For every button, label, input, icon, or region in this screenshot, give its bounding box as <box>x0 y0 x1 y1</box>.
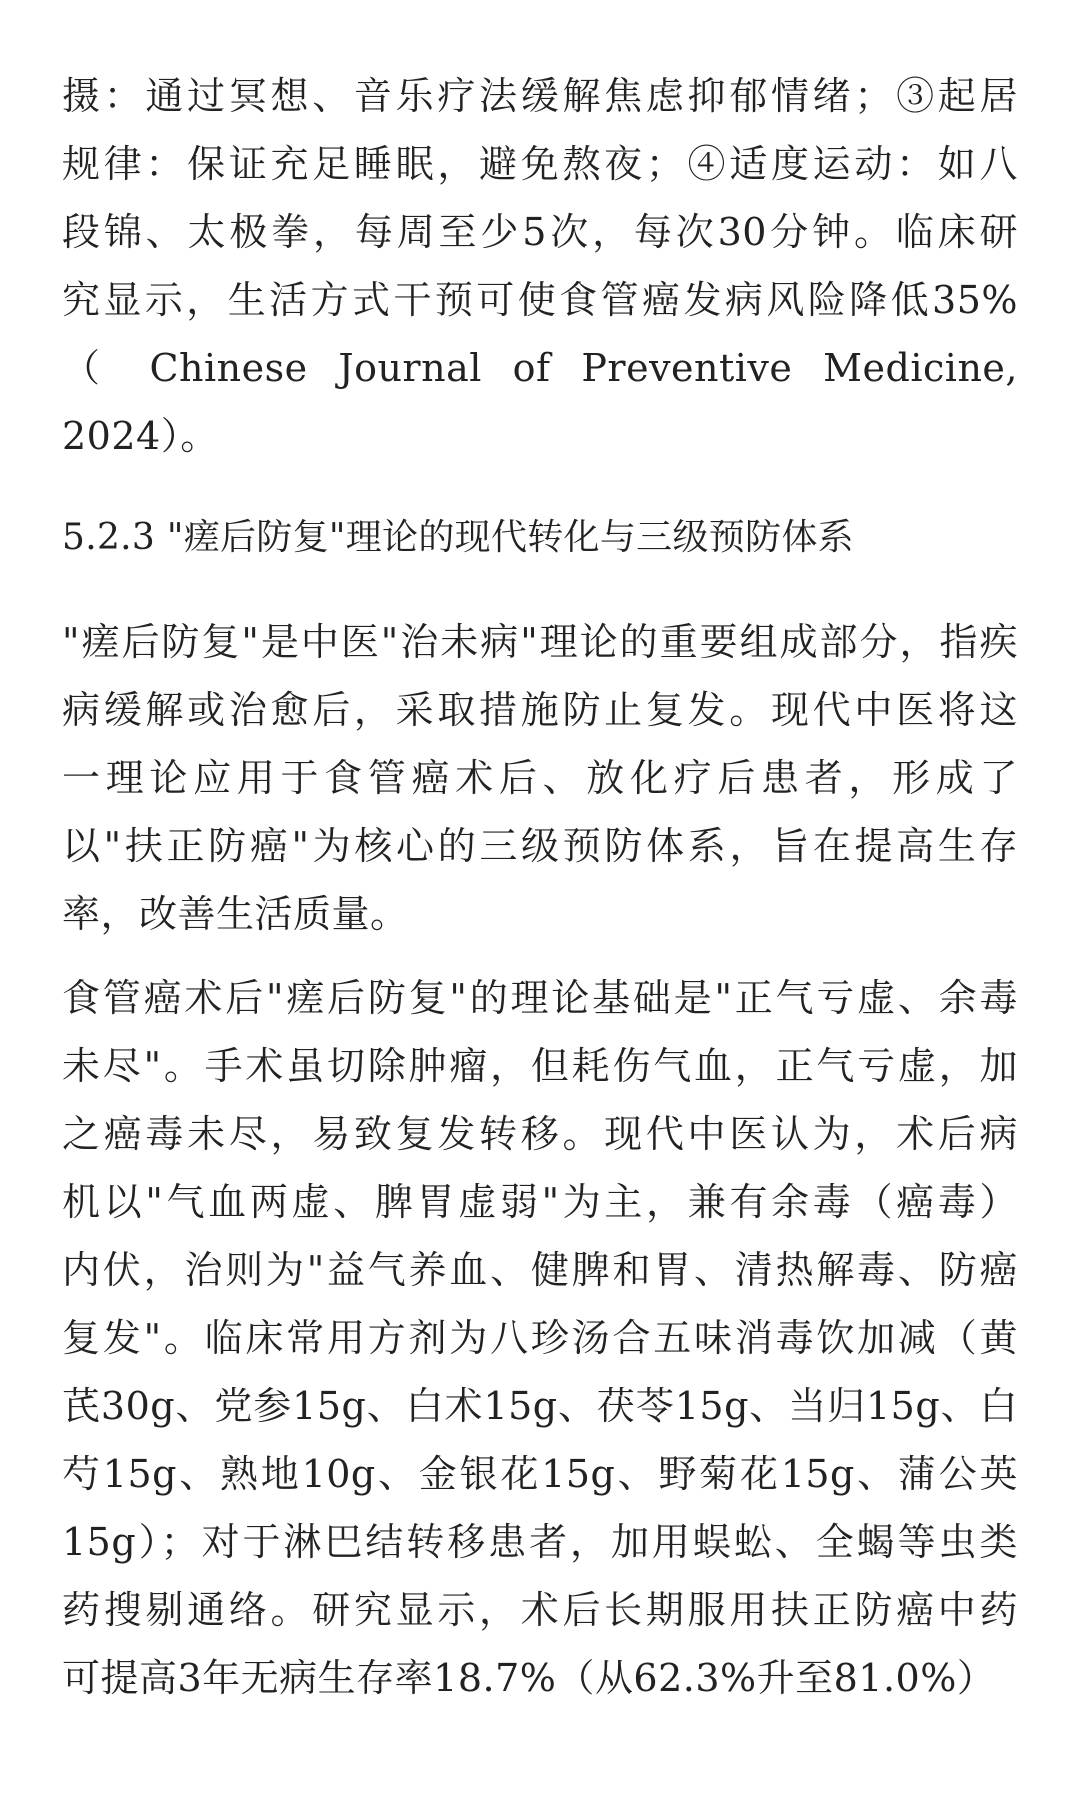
paragraph-line: "瘥后防复"是中医"治未病"理论的重要组成部分，指疾 <box>62 620 1018 664</box>
paragraph-line: 摄：通过冥想、音乐疗法缓解焦虑抑郁情绪；③起居 <box>62 74 1018 118</box>
section-heading: 5.2.3 "瘥后防复"理论的现代转化与三级预防体系 <box>62 517 854 558</box>
paragraph-line: 未尽"。手术虽切除肿瘤，但耗伤气血，正气亏虚，加 <box>62 1044 1018 1088</box>
paragraph-line: 究显示，生活方式干预可使食管癌发病风险降低35% <box>62 278 1018 322</box>
paragraph-line: 复发"。临床常用方剂为八珍汤合五味消毒饮加减（黄 <box>62 1316 1018 1360</box>
paragraph-line: 可提高3年无病生存率18.7%（从62.3%升至81.0%） <box>62 1656 996 1700</box>
paragraph-line: 食管癌术后"瘥后防复"的理论基础是"正气亏虚、余毒 <box>62 976 1018 1020</box>
paragraph-line: 2024）。 <box>62 414 219 458</box>
paragraph-line: 之癌毒未尽，易致复发转移。现代中医认为，术后病 <box>62 1112 1018 1156</box>
paragraph-postoperative-theory <box>62 964 1018 1712</box>
paragraph-line: 以"扶正防癌"为核心的三级预防体系，旨在提高生存 <box>62 824 1018 868</box>
paragraph-lifestyle-intervention <box>62 62 1018 470</box>
paragraph-line: 15g）；对于淋巴结转移患者，加用蜈蚣、全蝎等虫类 <box>62 1520 1018 1564</box>
paragraph-line: （ Chinese Journal of Preventive Medicine, <box>62 346 1018 390</box>
paragraph-line: 机以"气血两虚、脾胃虚弱"为主，兼有余毒（癌毒） <box>62 1180 1018 1224</box>
paragraph-line: 芍15g、熟地10g、金银花15g、野菊花15g、蒲公英 <box>62 1452 1018 1496</box>
paragraph-line: 内伏，治则为"益气养血、健脾和胃、清热解毒、防癌 <box>62 1248 1018 1292</box>
paragraph-line: 芪30g、党参15g、白术15g、茯苓15g、当归15g、白 <box>62 1384 1018 1428</box>
paragraph-line: 段锦、太极拳，每周至少5次，每次30分钟。临床研 <box>62 210 1018 254</box>
paragraph-recovery-prevention <box>62 608 1018 948</box>
paragraph-line: 率，改善生活质量。 <box>62 892 409 936</box>
paragraph-line: 药搜剔通络。研究显示，术后长期服用扶正防癌中药 <box>62 1588 1018 1632</box>
paragraph-line: 一理论应用于食管癌术后、放化疗后患者，形成了 <box>62 756 1018 800</box>
paragraph-line: 病缓解或治愈后，采取措施防止复发。现代中医将这 <box>62 688 1018 732</box>
paragraph-line: 规律：保证充足睡眠，避免熬夜；④适度运动：如八 <box>62 142 1018 186</box>
